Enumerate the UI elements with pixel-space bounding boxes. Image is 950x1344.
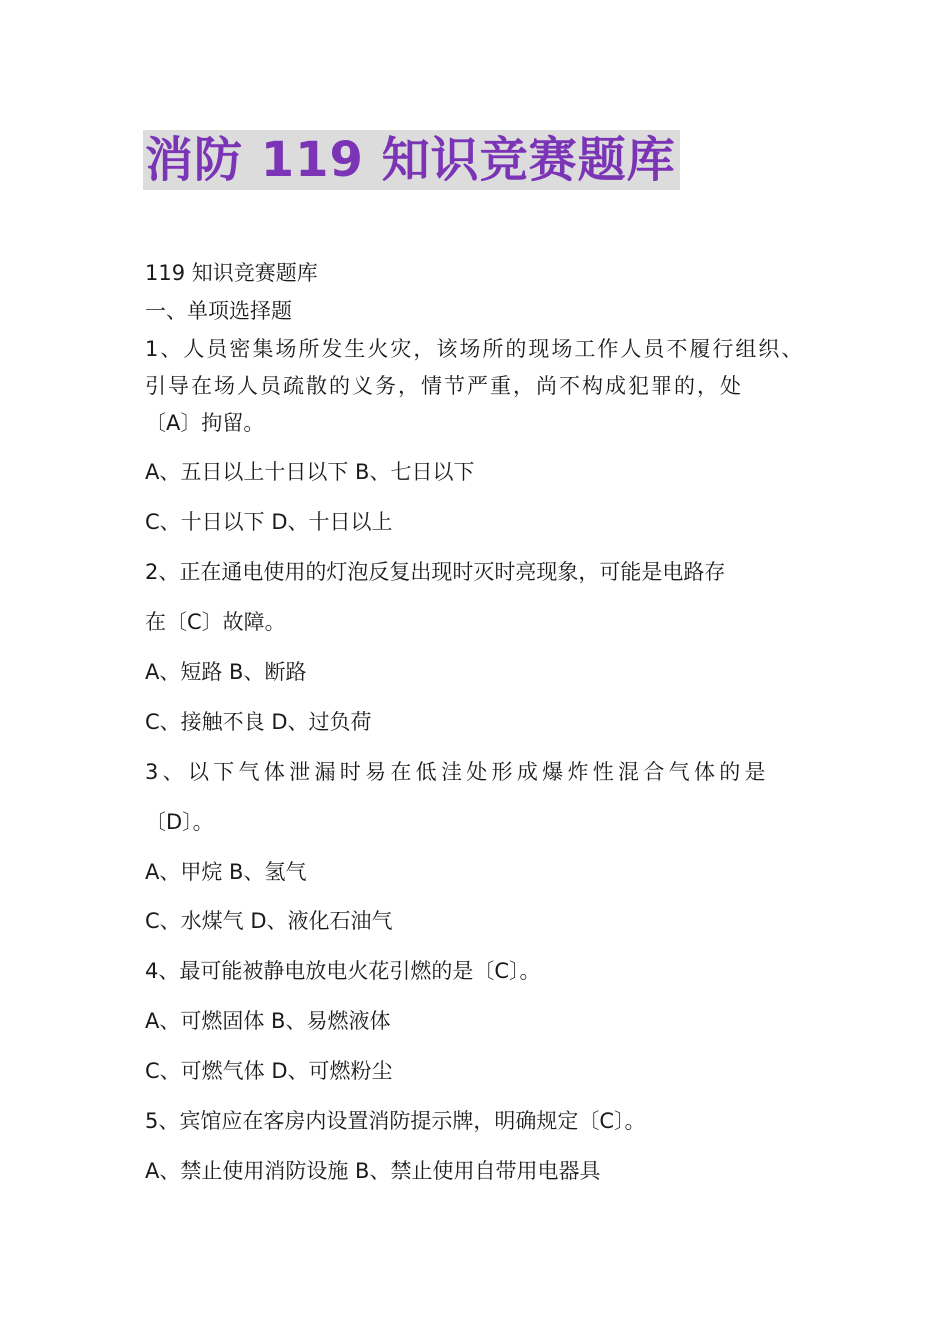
question-5-options-ab: A、禁止使用消防设施 B、禁止使用自带用电器具 — [145, 1159, 601, 1183]
question-1-line-1: 1、人员密集场所发生火灾，该场所的现场工作人员不履行组织、 — [145, 337, 805, 361]
question-2-line-2: 在〔C〕故障。 — [145, 610, 286, 634]
question-4-options-cd: C、可燃气体 D、可燃粉尘 — [145, 1059, 393, 1083]
question-3-line-2: 〔D〕。 — [145, 810, 214, 834]
question-1-line-3: 〔A〕拘留。 — [145, 411, 265, 435]
question-1-line-2: 引导在场人员疏散的义务，情节严重，尚不构成犯罪的，处 — [145, 374, 743, 398]
question-3-options-ab: A、甲烷 B、氢气 — [145, 860, 307, 884]
question-1-options-ab: A、五日以上十日以下 B、七日以下 — [145, 460, 475, 484]
question-4-options-ab: A、可燃固体 B、易燃液体 — [145, 1009, 391, 1033]
question-2-options-ab: A、短路 B、断路 — [145, 660, 307, 684]
subtitle: 119 知识竞赛题库 — [145, 261, 318, 285]
question-4-line-1: 4、最可能被静电放电火花引燃的是〔C〕。 — [145, 959, 541, 983]
question-1-options-cd: C、十日以下 D、十日以上 — [145, 510, 393, 534]
question-3-options-cd: C、水煤气 D、液化石油气 — [145, 909, 393, 933]
question-3-line-1: 3、以下气体泄漏时易在低洼处形成爆炸性混合气体的是 — [145, 760, 770, 784]
section-heading: 一、单项选择题 — [145, 299, 292, 323]
question-2-line-1: 2、正在通电使用的灯泡反复出现时灭时亮现象，可能是电路存 — [145, 560, 726, 584]
document-title: 消防 119 知识竞赛题库 — [143, 130, 680, 190]
question-2-options-cd: C、接触不良 D、过负荷 — [145, 710, 372, 734]
question-5-line-1: 5、宾馆应在客房内设置消防提示牌，明确规定〔C〕。 — [145, 1109, 646, 1133]
